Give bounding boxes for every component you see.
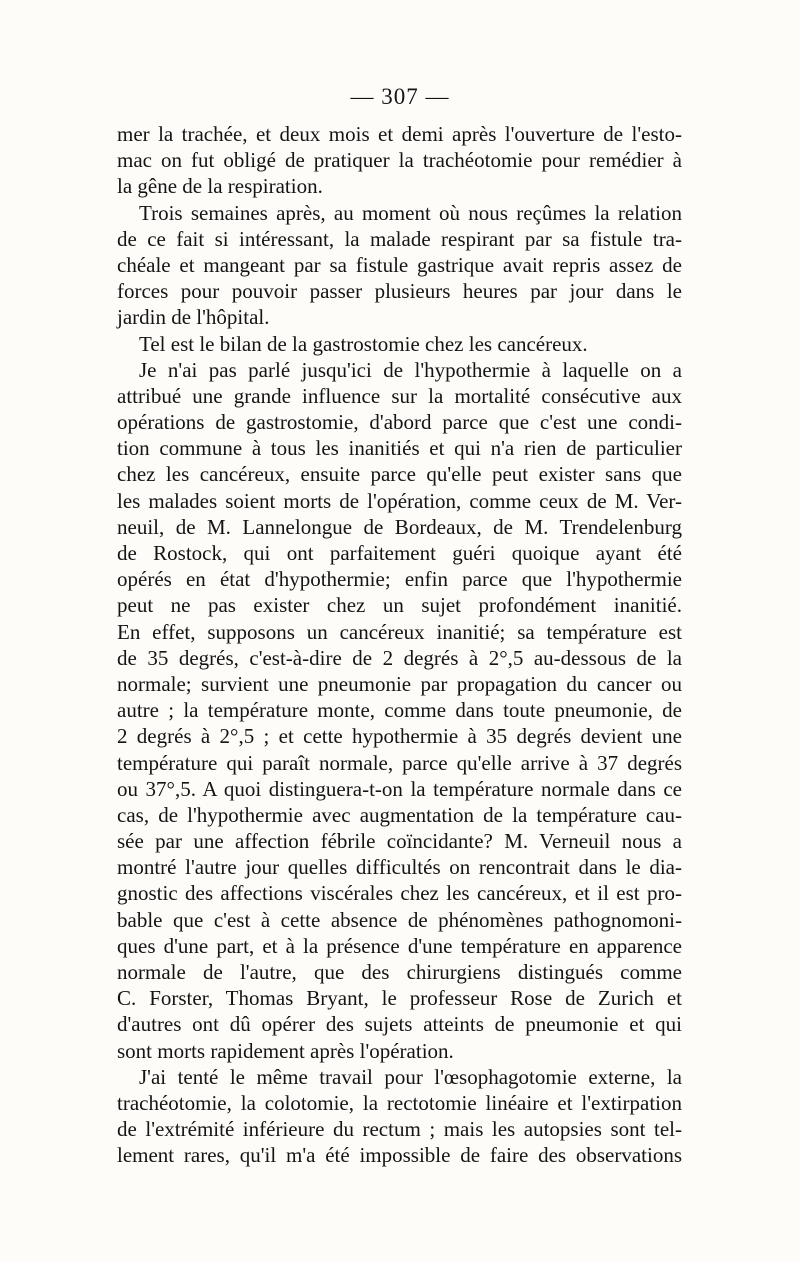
text-line: lement rares, qu'il m'a été impossible de faire des observations (117, 1143, 682, 1168)
text-line: sée par une affection fébrile coïncidante? M. Verneuil nous a (117, 829, 682, 854)
text-line: d'autres ont dû opérer des sujets atteints de pneumonie et qui (117, 1012, 682, 1037)
text-line: sont morts rapidement après l'opération. (117, 1038, 454, 1063)
text-line: opérations de gastrostomie, d'abord parce que c'est une condi- (117, 410, 682, 435)
text-line: chez les cancéreux, ensuite parce qu'elle peut exister sans que (117, 462, 682, 487)
text-line: C. Forster, Thomas Bryant, le professeur Rose de Zurich et (117, 986, 682, 1011)
text-line: peut ne pas exister chez un sujet profondément inanitié. (117, 593, 682, 618)
text-line: ou 37°,5. A quoi distinguera-t-on la température normale dans ce (117, 776, 682, 801)
text-line: jardin de l'hôpital. (117, 305, 270, 330)
text-line: de l'extrémité inférieure du rectum ; mais les autopsies sont tel- (117, 1117, 682, 1142)
text-line: neuil, de M. Lannelongue de Bordeaux, de M. Trendelenburg (117, 514, 682, 539)
text-line: de 35 degrés, c'est-à-dire de 2 degrés à 2°,5 au-dessous de la (117, 645, 682, 670)
text-line: autre ; la température monte, comme dans toute pneumonie, de (117, 698, 682, 723)
text-line: chéale et mangeant par sa fistule gastrique avait repris assez de (117, 252, 682, 277)
text-line: attribué une grande influence sur la mortalité consécutive aux (117, 383, 682, 408)
text-line: cas, de l'hypothermie avec augmentation de la température cau- (117, 802, 682, 827)
text-line: les malades soient morts de l'opération, comme ceux de M. Ver- (117, 488, 682, 513)
page-number: — 307 — (350, 84, 450, 109)
text-line: de Rostock, qui ont parfaitement guéri quoique ayant été (117, 541, 682, 565)
text-line: mac on fut obligé de pratiquer la trachéotomie pour remédier à (117, 148, 682, 173)
text-line: bable que c'est à cette absence de phénomènes pathognomoni- (117, 907, 682, 932)
body-text (117, 121, 682, 1169)
text-line: 2 degrés à 2°,5 ; et cette hypothermie à 35 degrés devient une (117, 724, 682, 749)
text-line: En effet, supposons un cancéreux inanitié; sa température est (117, 619, 682, 644)
text-line: Trois semaines après, au moment où nous reçûmes la relation (139, 200, 682, 225)
text-line: Je n'ai pas parlé jusqu'ici de l'hypothermie à laquelle on a (139, 357, 682, 382)
text-line: forces pour pouvoir passer plusieurs heures par jour dans le (117, 279, 682, 304)
text-line: tion commune à tous les inanitiés et qui n'a rien de particulier (117, 436, 682, 461)
text-line: ques d'une part, et à la présence d'une température en apparence (117, 933, 682, 958)
text-line: normale de l'autre, que des chirurgiens distingués comme (117, 960, 682, 984)
text-line: Tel est le bilan de la gastrostomie chez les cancéreux. (139, 331, 588, 356)
text-line: la gêne de la respiration. (117, 174, 323, 199)
text-line: gnostic des affections viscérales chez les cancéreux, et il est pro- (117, 881, 682, 906)
text-line: de ce fait si intéressant, la malade respirant par sa fistule tra- (117, 226, 682, 251)
text-line: J'ai tenté le même travail pour l'œsophagotomie externe, la (139, 1064, 682, 1089)
text-line: mer la trachée, et deux mois et demi après l'ouverture de l'esto- (117, 122, 682, 146)
text-line: température qui paraît normale, parce qu'elle arrive à 37 degrés (117, 750, 682, 775)
text-line: opérés en état d'hypothermie; enfin parce que l'hypothermie (117, 567, 682, 592)
text-line: normale; survient une pneumonie par propagation du cancer ou (117, 671, 682, 696)
text-line: trachéotomie, la colotomie, la rectotomie linéaire et l'extirpation (117, 1090, 682, 1115)
text-line: montré l'autre jour quelles difficultés on rencontrait dans le dia- (117, 855, 682, 880)
